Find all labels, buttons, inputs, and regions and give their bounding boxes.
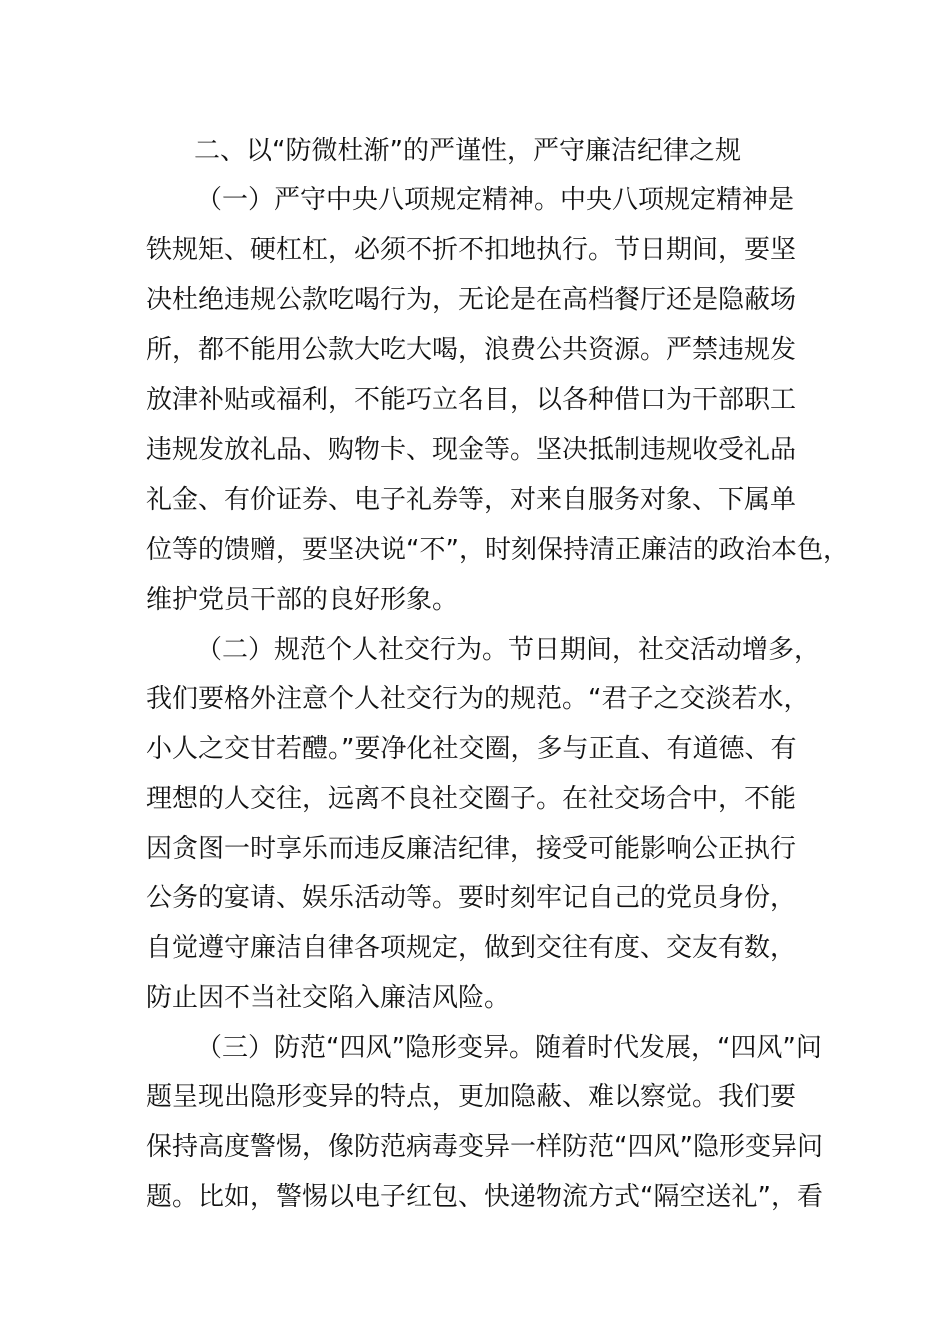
text-line: 违规发放礼品、购物卡、现金等。坚决抵制违规收受礼品 — [146, 435, 797, 465]
text-line: （二）规范个人社交行为。节日期间，社交活动增多， — [196, 635, 821, 665]
text-line: 小人之交甘若醴。”要净化社交圈，多与正直、有道德、有 — [146, 734, 797, 764]
text-line: 决杜绝违规公款吃喝行为，无论是在高档餐厅还是隐蔽场 — [146, 285, 797, 315]
section-heading: 二、以“防微杜渐”的严谨性，严守廉洁纪律之规 — [194, 136, 741, 166]
text-line: 自觉遵守廉洁自律各项规定，做到交往有度、交友有数， — [146, 933, 797, 963]
text-line: 因贪图一时享乐而违反廉洁纪律，接受可能影响公正执行 — [146, 834, 797, 864]
text-line: 防止因不当社交陷入廉洁风险。 — [146, 983, 511, 1013]
text-line: 铁规矩、硬杠杠，必须不折不扣地执行。节日期间，要坚 — [146, 235, 797, 265]
text-line: 我们要格外注意个人社交行为的规范。“君子之交淡若水， — [146, 684, 810, 714]
text-line: 位等的馈赠，要坚决说“不”，时刻保持清正廉洁的政治本色， — [146, 535, 849, 565]
text-line: （三）防范“四风”隐形变异。随着时代发展，“四风”问 — [196, 1033, 822, 1063]
text-line: （一）严守中央八项规定精神。中央八项规定精神是 — [196, 185, 795, 215]
text-line: 题呈现出隐形变异的特点，更加隐蔽、难以察觉。我们要 — [146, 1082, 797, 1112]
text-line: 所，都不能用公款大吃大喝，浪费公共资源。严禁违规发 — [146, 335, 797, 365]
text-line: 公务的宴请、娱乐活动等。要时刻牢记自己的党员身份， — [146, 883, 797, 913]
text-line: 保持高度警惕，像防范病毒变异一样防范“四风”隐形变异问 — [146, 1132, 823, 1162]
text-line: 礼金、有价证券、电子礼券等，对来自服务对象、下属单 — [146, 485, 797, 515]
text-line: 放津补贴或福利，不能巧立名目，以各种借口为干部职工 — [146, 385, 797, 415]
text-line: 理想的人交往，远离不良社交圈子。在社交场合中，不能 — [146, 784, 797, 814]
text-line: 维护党员干部的良好形象。 — [146, 585, 459, 615]
text-line: 题。比如，警惕以电子红包、快递物流方式“隔空送礼”，看 — [146, 1182, 823, 1212]
